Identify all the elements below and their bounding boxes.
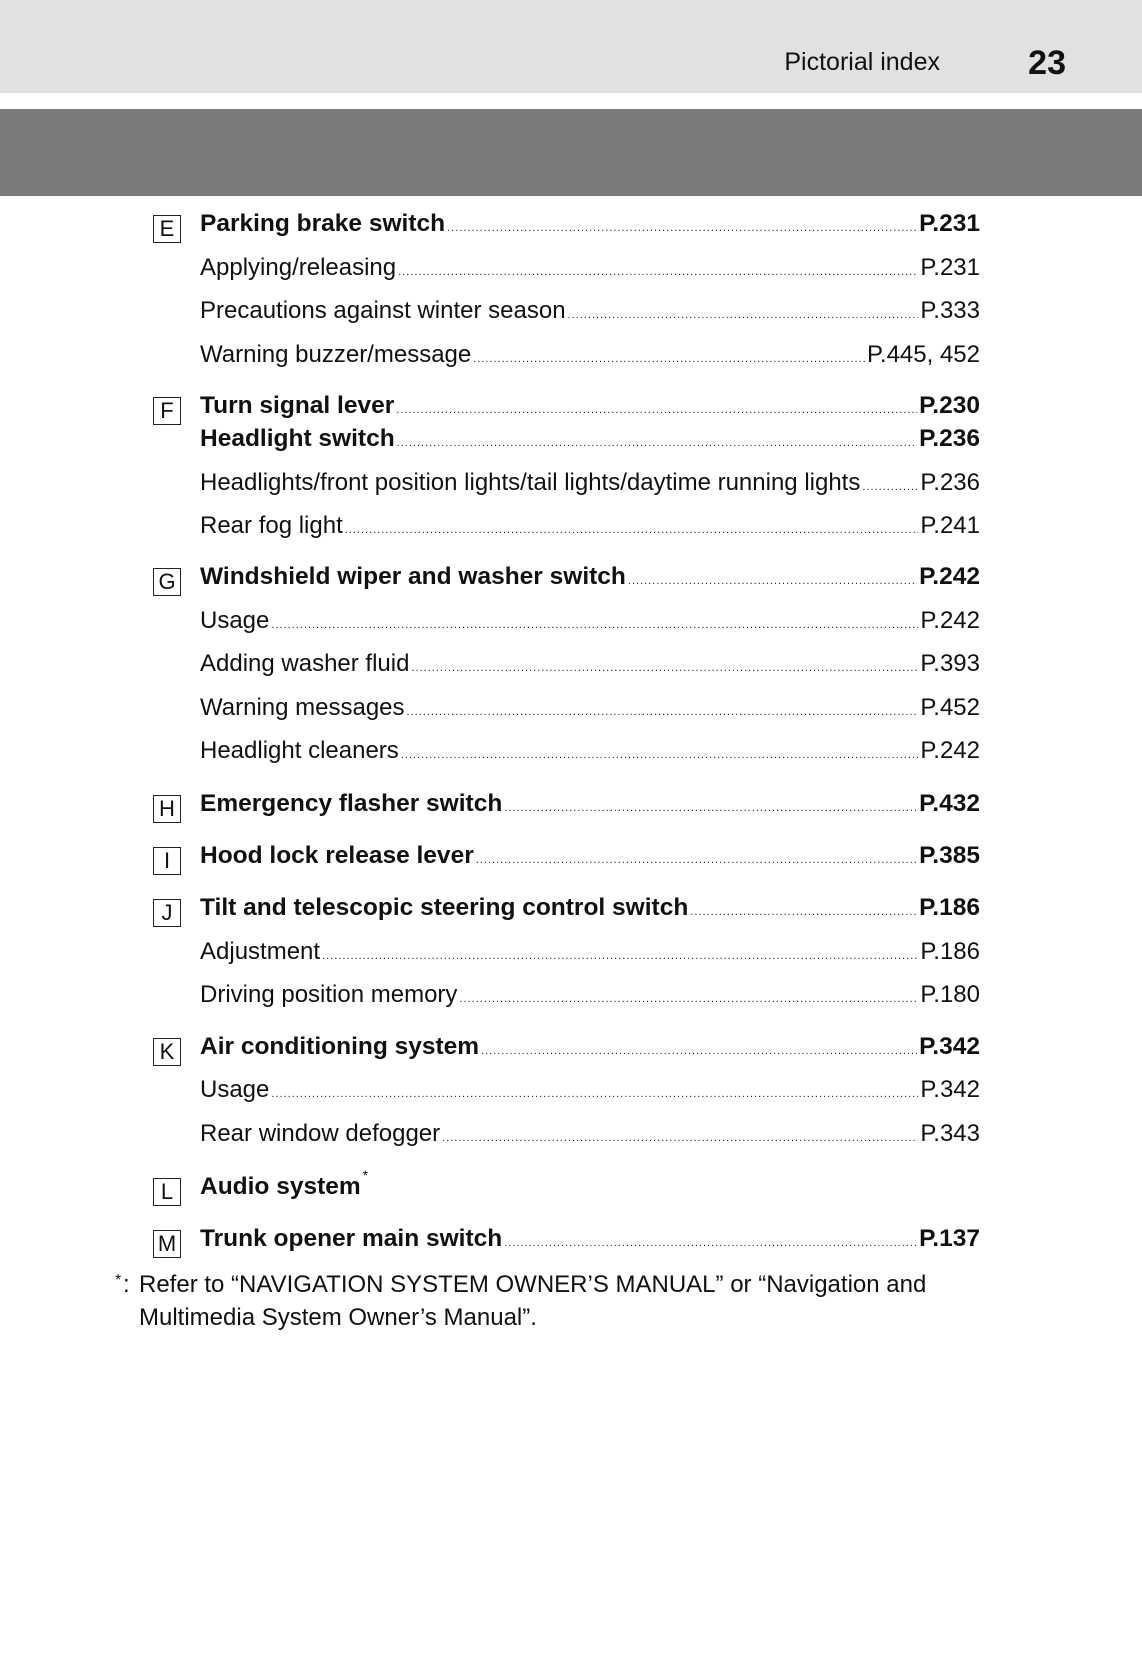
entry-title-text: Audio system [200,1173,361,1200]
entry-key-box: E [153,215,181,243]
leader-dots [271,619,918,631]
entry-title: Hood lock release lever [200,842,474,869]
entry-key-box: F [153,397,181,425]
entry-key-box: L [153,1178,181,1206]
entry-title: Windshield wiper and washer switch [200,563,626,590]
leader-dots [407,706,919,718]
entry-key-box: M [153,1230,181,1258]
entry-line [200,894,980,934]
sub-page: P.236 [920,469,980,496]
footnote-colon: : [123,1271,130,1298]
sub-page: P.231 [920,254,980,281]
sub-label: Adjustment [200,938,321,965]
sub-label: Warning messages [200,694,405,721]
leader-dots [345,524,919,536]
asterisk-mark: * [362,1167,369,1183]
entry-title: Parking brake switch [200,210,446,237]
entry-line [200,425,980,465]
leader-dots [322,950,918,962]
sub-line [200,1120,980,1160]
sub-label: Rear fog light [200,512,343,539]
sub-page: P.333 [920,297,980,324]
leader-dots [398,266,918,278]
sub-page: P.241 [920,512,980,539]
leader-dots [690,906,917,918]
sub-page: P.242 [920,737,980,764]
entry-page: P.342 [919,1033,980,1060]
sub-line [200,981,980,1021]
footnote-text: Refer to “NAVIGATION SYSTEM OWNER’S MANUAL” or “Navigation and Multimedia System Owner’s Manual”. [139,1271,927,1331]
sub-line [200,297,980,337]
leader-dots [396,404,917,416]
entry-line [200,1225,980,1265]
leader-dots [473,353,865,365]
sub-line [200,254,980,294]
entry-key-box: H [153,795,181,823]
entry-page: P.242 [919,563,980,590]
footnote-mark: * [115,1272,122,1289]
entry-line [200,563,980,603]
sub-page: P.393 [920,650,980,677]
sub-line [200,694,980,734]
leader-dots [459,993,918,1005]
entry-key-box: G [153,568,181,596]
sub-label: Applying/releasing [200,254,397,281]
leader-dots [271,1088,918,1100]
sub-label: Warning buzzer/message [200,341,472,368]
entry-page: P.186 [919,894,980,921]
entry-line [200,210,980,250]
leader-dots [476,854,917,866]
sub-label: Usage [200,607,270,634]
leader-dots [504,802,917,814]
sub-line [200,469,980,509]
entry-page: P.230 [919,392,980,419]
entry-line [200,1033,980,1073]
sub-label: Headlights/front position lights/tail lights/daytime running lights [200,469,861,496]
entry-key-box: K [153,1038,181,1066]
entry-title: Trunk opener main switch [200,1225,503,1252]
entry-page: P.385 [919,842,980,869]
entry-title: Air conditioning system [200,1033,480,1060]
sub-line [200,1076,980,1116]
leader-dots [411,662,918,674]
sub-label: Headlight cleaners [200,737,399,764]
entry-key-box: I [153,847,181,875]
entry-page: P.231 [919,210,980,237]
section-bar [0,109,1142,196]
leader-dots [628,575,917,587]
entry-title: Emergency flasher switch [200,790,503,817]
leader-dots [504,1237,917,1249]
entry-line [200,842,980,882]
sub-line [200,341,980,381]
entry-page: P.137 [919,1225,980,1252]
sub-label: Driving position memory [200,981,458,1008]
sub-line [200,512,980,552]
header-title: Pictorial index [784,48,940,76]
entry-key-box: J [153,899,181,927]
leader-dots [442,1132,918,1144]
leader-dots [568,309,919,321]
sub-label: Usage [200,1076,270,1103]
entry-line [200,1167,980,1213]
entry-title: Turn signal lever [200,392,395,419]
entry-line [200,790,980,830]
sub-line [200,938,980,978]
sub-line [200,607,980,647]
leader-dots [401,749,919,761]
leader-dots [447,222,917,234]
sub-label: Adding washer fluid [200,650,410,677]
sub-page: P.180 [920,981,980,1008]
entry-title: Tilt and telescopic steering control switch [200,894,689,921]
entry-page: P.432 [919,790,980,817]
leader-dots [397,437,917,449]
sub-line [200,737,980,777]
entry-page: P.236 [919,425,980,452]
sub-label: Precautions against winter season [200,297,566,324]
entry-title: Headlight switch [200,425,395,452]
leader-dots [862,481,918,493]
sub-page: P.343 [920,1120,980,1147]
sub-page: P.242 [920,607,980,634]
sub-page: P.445, 452 [866,341,980,368]
entry-title [200,1167,369,1201]
page-number: 23 [1028,44,1066,82]
footnote [115,1268,1035,1334]
header-band [0,0,1142,93]
sub-page: P.186 [920,938,980,965]
sub-label: Rear window defogger [200,1120,441,1147]
leader-dots [481,1045,917,1057]
sub-page: P.452 [920,694,980,721]
sub-page: P.342 [920,1076,980,1103]
sub-line [200,650,980,690]
